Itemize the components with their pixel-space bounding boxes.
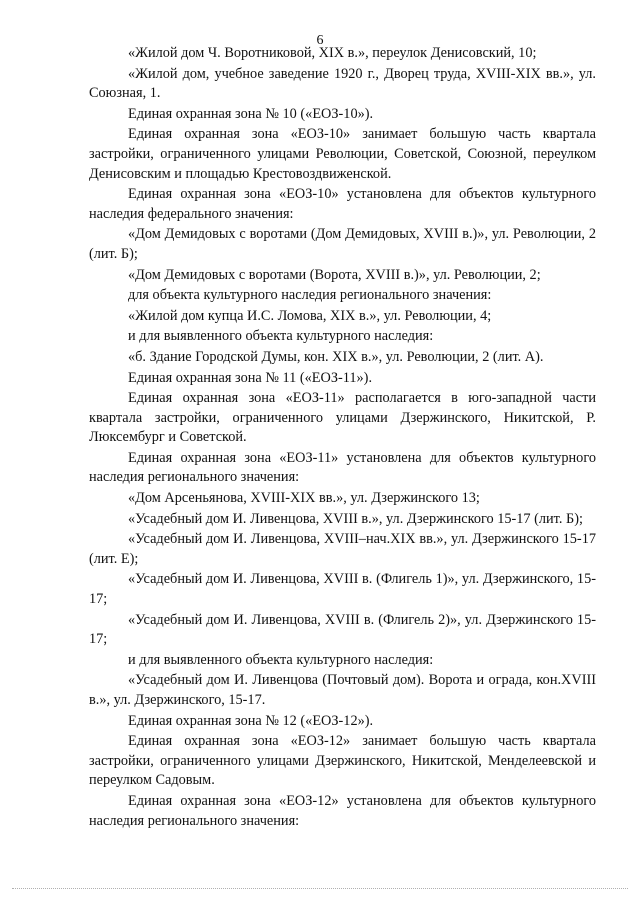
paragraph: Единая охранная зона «ЕОЗ-11» располагается в юго-западной части квартала застройки, ограниченного улицами Дзержинского, Никитской, Р. Люксембург и Советской. xyxy=(89,390,596,446)
paragraph: «Жилой дом купца И.С. Ломова, XIX в.», ул. Революции, 4; xyxy=(128,307,492,324)
document-body xyxy=(89,44,596,832)
paragraph: Единая охранная зона № 11 («ЕОЗ-11»). xyxy=(128,369,373,386)
page-number: 6 xyxy=(316,33,324,48)
paragraph: Единая охранная зона «ЕОЗ-12» занимает большую часть квартала застройки, ограниченного улицами Дзержинского, Никитской, Менделеевской и переулком Садовым. xyxy=(89,733,596,789)
paragraph: «Усадебный дом И. Ливенцова, XVIII в. (Флигель 1)», ул. Дзержинского, 15-17; xyxy=(89,571,596,608)
paragraph: «Усадебный дом И. Ливенцова (Почтовый дом). Ворота и ограда, кон.XVIII в.», ул. Дзержинского, 15-17. xyxy=(89,672,596,708)
paragraph: Единая охранная зона № 12 («ЕОЗ-12»). xyxy=(128,712,374,729)
paragraph: «Дом Арсеньянова, XVIII-XIX вв.», ул. Дзержинского 13; xyxy=(128,490,480,507)
paragraph: «Усадебный дом И. Ливенцова, XVIII в.», ул. Дзержинского 15-17 (лит. Б); xyxy=(128,510,583,527)
paragraph: «Дом Демидовых с воротами (Дом Демидовых, XVIII в.)», ул. Революции, 2 (лит. Б); xyxy=(89,226,596,262)
paragraph: Единая охранная зона «ЕОЗ-10» занимает большую часть квартала застройки, ограниченного улицами Революции, Советской, Союзной, переулком Денисовским и площадью Крестовоздвиженской. xyxy=(89,126,596,182)
paragraph: «Дом Демидовых с воротами (Ворота, XVIII в.)», ул. Революции, 2; xyxy=(128,266,541,283)
paragraph: Единая охранная зона «ЕОЗ-10» установлена для объектов культурного наследия федерального значения: xyxy=(89,186,596,222)
paragraph: Единая охранная зона «ЕОЗ-11» установлена для объектов культурного наследия регионального значения: xyxy=(89,449,596,486)
paragraph: «Усадебный дом И. Ливенцова, XVIII–нач.XIX вв.», ул. Дзержинского 15-17 (лит. Е); xyxy=(89,531,596,567)
paragraph: «Жилой дом, учебное заведение 1920 г., Дворец труда, XVIII-XIX вв.», ул. Союзная, 1. xyxy=(89,65,596,102)
scan-edge-line xyxy=(12,888,628,889)
paragraph: и для выявленного объекта культурного наследия: xyxy=(128,328,434,345)
paragraph: Единая охранная зона № 10 («ЕОЗ-10»). xyxy=(128,105,374,122)
paragraph: для объекта культурного наследия регионального значения: xyxy=(128,287,492,304)
paragraph: «Жилой дом Ч. Воротниковой, XIX в.», переулок Денисовский, 10; xyxy=(128,45,537,61)
paragraph: Единая охранная зона «ЕОЗ-12» установлена для объектов культурного наследия регионального значения: xyxy=(89,792,596,829)
paragraph: и для выявленного объекта культурного наследия: xyxy=(128,651,434,668)
paragraph: «Усадебный дом И. Ливенцова, XVIII в. (Флигель 2)», ул. Дзержинского 15-17; xyxy=(89,611,596,648)
paragraph: «б. Здание Городской Думы, кон. XIX в.», ул. Революции, 2 (лит. А). xyxy=(128,348,544,365)
